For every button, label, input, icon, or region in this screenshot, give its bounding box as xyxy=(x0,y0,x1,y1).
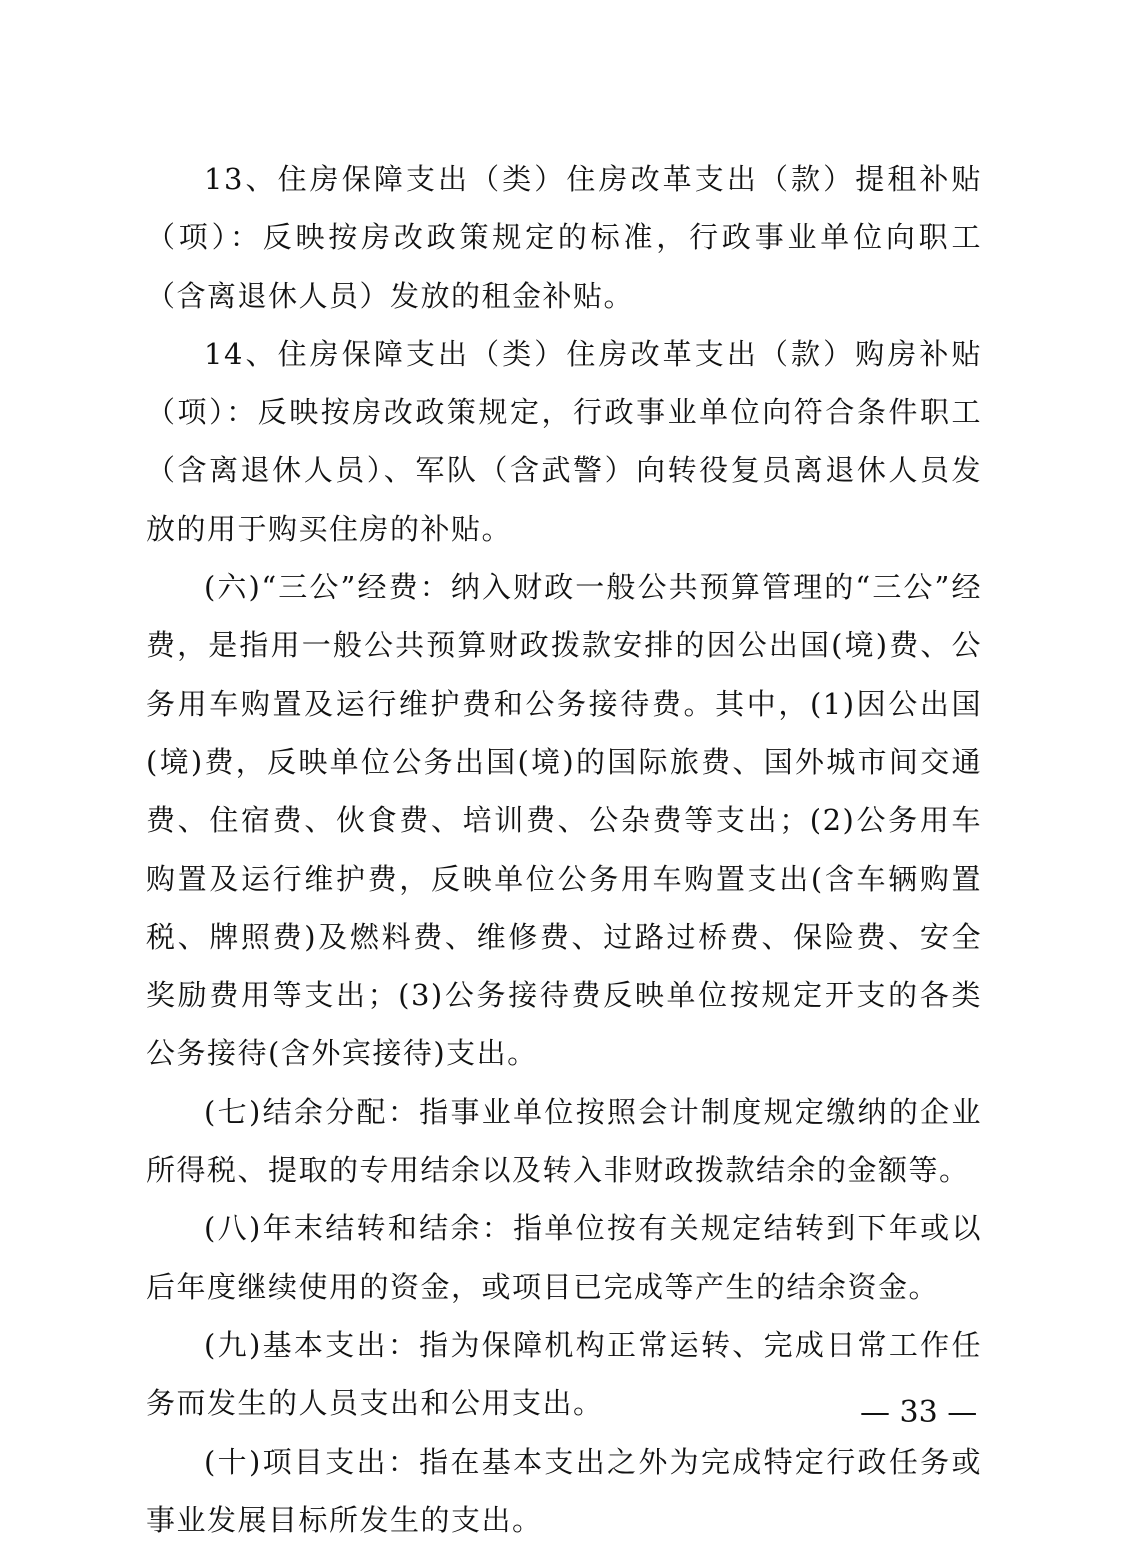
paragraph-basic-expenditure: (九)基本支出：指为保障机构正常运转、完成日常工作任务而发生的人员支出和公用支出。 xyxy=(146,1327,982,1421)
document-body xyxy=(146,150,982,1549)
paragraph-three-public-expenses: (六)“三公”经费：纳入财政一般公共预算管理的“三公”经费，是指用一般公共预算财政拨款安排的因公出国(境)费、公务用车购置及运行维护费和公务接待费。其中，(1)因公出国(境)费，反映单位公务出国(境)的国际旅费、国外城市间交通费、住宿费、伙食费、培训费、公杂费等支出；(2)公务用车购置及运行维护费，反映单位公务用车购置支出(含车辆购置税、牌照费)及燃料费、维修费、过路过桥费、保险费、安全奖励费用等支出；(3)公务接待费反映单位按规定开支的各类公务接待(含外宾接待)支出。 xyxy=(146,570,982,1071)
paragraph-project-expenditure: (十)项目支出：指在基本支出之外为完成特定行政任务或事业发展目标所发生的支出。 xyxy=(146,1444,982,1537)
paragraph-housing-purchase-subsidy: 14、住房保障支出（类）住房改革支出（款）购房补贴（项）：反映按房改政策规定，行政事业单位向符合条件职工（含离退休人员）、军队（含武警）向转役复员离退休人员发放的用于购买住房的补贴。 xyxy=(146,336,982,546)
paragraph-year-end-carryover: (八)年末结转和结余：指单位按有关规定结转到下年或以后年度继续使用的资金，或项目已完成等产生的结余资金。 xyxy=(146,1211,982,1304)
page-number: — 33 — xyxy=(860,1395,978,1430)
paragraph-housing-rent-subsidy: 13、住房保障支出（类）住房改革支出（款）提租补贴（项）：反映按房改政策规定的标准，行政事业单位向职工（含离退休人员）发放的租金补贴。 xyxy=(146,162,982,313)
paragraph-surplus-distribution: (七)结余分配：指事业单位按照会计制度规定缴纳的企业所得税、提取的专用结余以及转入非财政拨款结余的金额等。 xyxy=(146,1094,982,1188)
